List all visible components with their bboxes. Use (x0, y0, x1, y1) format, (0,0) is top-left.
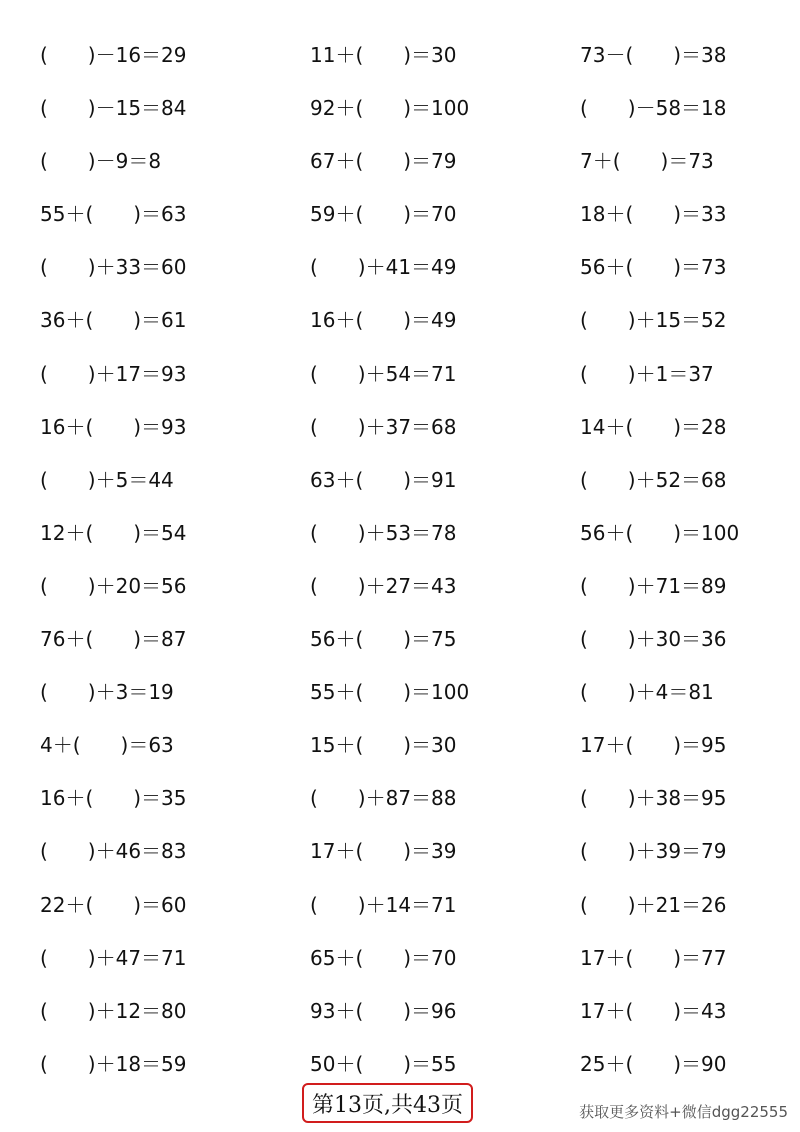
problem-text: 17＋( )＝43 (580, 998, 727, 1023)
problem-cell (0, 401, 270, 454)
problem-cell (270, 772, 540, 825)
problem-cell (270, 666, 540, 719)
problem-cell (270, 825, 540, 878)
problem-text: 55＋( )＝100 (310, 680, 470, 705)
problem-text: 16＋( )＝49 (310, 308, 457, 333)
problem-cell (270, 82, 540, 135)
problem-text: ( )＋53＝78 (310, 520, 457, 545)
problem-cell (540, 879, 800, 932)
problem-cell (0, 719, 270, 772)
problem-text: 16＋( )＝93 (40, 414, 187, 439)
problem-text: 55＋( )＝63 (40, 202, 187, 227)
problem-text: ( )－58＝18 (580, 96, 727, 121)
problem-cell (270, 507, 540, 560)
problem-cell (540, 29, 800, 82)
problem-text: 7＋( )＝73 (580, 149, 714, 174)
problem-text: ( )＋15＝52 (580, 308, 727, 333)
problem-cell (0, 454, 270, 507)
problem-cell (0, 294, 270, 347)
problem-cell (0, 985, 270, 1038)
problem-text: ( )＋4＝81 (580, 680, 714, 705)
problem-cell (540, 294, 800, 347)
problem-text: ( )＋17＝93 (40, 361, 187, 386)
problem-text: 56＋( )＝75 (310, 627, 457, 652)
problem-cell (0, 1038, 270, 1091)
problem-text: ( )＋27＝43 (310, 573, 457, 598)
problem-text: 4＋( )＝63 (40, 733, 174, 758)
problem-cell (0, 666, 270, 719)
page-indicator (302, 1083, 473, 1123)
problem-cell (540, 454, 800, 507)
problem-text: 17＋( )＝95 (580, 733, 727, 758)
problem-cell (270, 188, 540, 241)
problem-text: ( )＋14＝71 (310, 892, 457, 917)
problem-text: 56＋( )＝73 (580, 255, 727, 280)
problem-cell (540, 666, 800, 719)
problem-cell (540, 560, 800, 613)
problem-grid (0, 29, 800, 1091)
problem-text: 63＋( )＝91 (310, 467, 457, 492)
problem-text: ( )＋18＝59 (40, 1051, 187, 1076)
problem-text: ( )＋33＝60 (40, 255, 187, 280)
problem-cell (270, 985, 540, 1038)
problem-text: ( )＋1＝37 (580, 361, 714, 386)
problem-cell (0, 879, 270, 932)
page-indicator-text: 第13页,共43页 (312, 1092, 463, 1118)
problem-text: 67＋( )＝79 (310, 149, 457, 174)
problem-cell (540, 401, 800, 454)
problem-text: 73－( )＝38 (580, 43, 727, 67)
problem-cell (0, 82, 270, 135)
problem-cell (540, 82, 800, 135)
problem-cell (0, 241, 270, 294)
problem-cell (270, 560, 540, 613)
problem-text: 25＋( )＝90 (580, 1051, 727, 1076)
problem-text: ( )＋30＝36 (580, 627, 727, 652)
problem-text: 56＋( )＝100 (580, 520, 740, 545)
problem-text: 22＋( )＝60 (40, 892, 187, 917)
problem-text: ( )－16＝29 (40, 43, 187, 67)
problem-text: 17＋( )＝39 (310, 839, 457, 864)
problem-text: 15＋( )＝30 (310, 733, 457, 758)
problem-text: 76＋( )＝87 (40, 627, 187, 652)
problem-cell (540, 985, 800, 1038)
problem-text: 12＋( )＝54 (40, 520, 187, 545)
problem-cell (0, 772, 270, 825)
watermark-text: 获取更多资料+微信dgg22555 (579, 1103, 788, 1121)
problem-cell (270, 454, 540, 507)
problem-cell (270, 29, 540, 82)
problem-text: 16＋( )＝35 (40, 786, 187, 811)
problem-text: ( )－15＝84 (40, 96, 187, 121)
problem-text: ( )＋47＝71 (40, 945, 187, 970)
problem-cell (270, 348, 540, 401)
problem-text: ( )＋54＝71 (310, 361, 457, 386)
problem-text: 36＋( )＝61 (40, 308, 187, 333)
problem-text: ( )＋21＝26 (580, 892, 727, 917)
problem-cell (540, 135, 800, 188)
problem-cell (540, 241, 800, 294)
problem-cell (270, 879, 540, 932)
problem-text: 17＋( )＝77 (580, 945, 727, 970)
problem-cell (0, 560, 270, 613)
problem-text: ( )＋87＝88 (310, 786, 457, 811)
problem-text: 11＋( )＝30 (310, 43, 457, 67)
problem-text: ( )＋5＝44 (40, 467, 174, 492)
problem-cell (0, 188, 270, 241)
problem-text: 18＋( )＝33 (580, 202, 727, 227)
problem-cell (270, 932, 540, 985)
problem-text: ( )＋52＝68 (580, 467, 727, 492)
problem-text: 92＋( )＝100 (310, 96, 470, 121)
problem-cell (270, 294, 540, 347)
problem-cell (540, 719, 800, 772)
problem-cell (270, 241, 540, 294)
problem-cell (0, 29, 270, 82)
problem-cell (540, 507, 800, 560)
problem-cell (270, 613, 540, 666)
problem-text: 50＋( )＝55 (310, 1051, 457, 1076)
problem-text: ( )＋20＝56 (40, 573, 187, 598)
problem-cell (270, 135, 540, 188)
problem-text: 93＋( )＝96 (310, 998, 457, 1023)
problem-text: ( )＋41＝49 (310, 255, 457, 280)
problem-cell (540, 348, 800, 401)
problem-text: ( )＋38＝95 (580, 786, 727, 811)
problem-cell (540, 188, 800, 241)
problem-text: ( )＋39＝79 (580, 839, 727, 864)
problem-cell (0, 135, 270, 188)
problem-cell (540, 825, 800, 878)
problem-text: ( )＋37＝68 (310, 414, 457, 439)
problem-text: ( )－9＝8 (40, 149, 162, 174)
problem-cell (0, 348, 270, 401)
problem-cell (540, 932, 800, 985)
problem-cell (270, 719, 540, 772)
problem-text: ( )＋46＝83 (40, 839, 187, 864)
problem-cell (540, 1038, 800, 1091)
problem-cell (540, 772, 800, 825)
problem-text: ( )＋71＝89 (580, 573, 727, 598)
problem-cell (0, 613, 270, 666)
problem-text: 65＋( )＝70 (310, 945, 457, 970)
problem-cell (270, 401, 540, 454)
problem-text: 14＋( )＝28 (580, 414, 727, 439)
problem-cell (0, 932, 270, 985)
problem-cell (0, 825, 270, 878)
problem-cell (540, 613, 800, 666)
problem-text: 59＋( )＝70 (310, 202, 457, 227)
problem-text: ( )＋12＝80 (40, 998, 187, 1023)
problem-text: ( )＋3＝19 (40, 680, 174, 705)
problem-cell (0, 507, 270, 560)
